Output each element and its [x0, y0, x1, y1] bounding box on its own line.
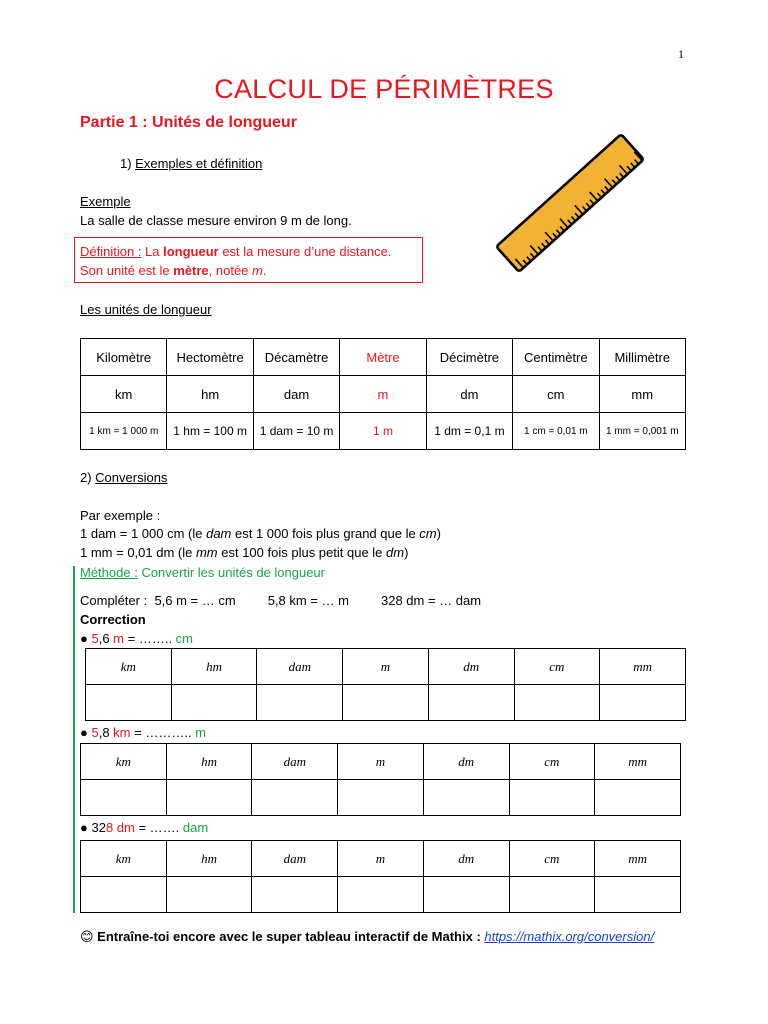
example2-text: 1 mm = 0,01 dm (le	[80, 545, 196, 560]
conversion-empty-cell[interactable]	[600, 685, 686, 721]
units-symbols-row	[81, 376, 686, 413]
bullet-red: 5	[91, 631, 99, 646]
method-label: Méthode :	[80, 565, 138, 580]
unit-symbol-cell: hm	[167, 376, 253, 413]
conversion-empty-cell[interactable]	[86, 685, 172, 721]
unit-symbol-cell: cm	[513, 376, 599, 413]
definition-text: .	[262, 263, 267, 278]
bullet-red: km	[113, 725, 131, 740]
footer-line	[80, 929, 654, 945]
unit-symbol-cell: dam	[253, 376, 339, 413]
definition-text: est la mesure d’une distance.	[218, 244, 392, 259]
conversion-header-cell: dam	[252, 744, 338, 780]
conversion-empty-cell[interactable]	[509, 780, 595, 816]
conversion-empty-cell[interactable]	[171, 685, 257, 721]
example2-unit: cm	[419, 526, 437, 541]
conversion-empty-cell[interactable]	[343, 685, 429, 721]
conversion-empty-cell[interactable]	[166, 780, 252, 816]
method-heading	[80, 565, 325, 580]
conversion-empty-row	[86, 685, 686, 721]
conversion-empty-cell[interactable]	[338, 877, 424, 913]
unit-conversion-cell: 1 mm = 0,001 m	[599, 413, 685, 450]
bullet-green: m	[195, 725, 207, 740]
conversion-header-cell: dm	[423, 744, 509, 780]
example2-text: )	[404, 545, 409, 560]
example-text: La salle de classe mesure environ 9 m de long.	[80, 213, 352, 228]
bullet-3	[80, 820, 208, 835]
definition-label: Définition :	[80, 244, 142, 259]
bullet-red: 5	[91, 725, 99, 740]
definition-keyword: longueur	[163, 244, 219, 259]
conversion-header-cell: mm	[600, 649, 686, 685]
unit-conversion-cell: 1 dam = 10 m	[253, 413, 339, 450]
bullet-text: ,6	[98, 631, 114, 646]
example2-line-2	[80, 545, 408, 560]
conversion-empty-cell[interactable]	[81, 780, 167, 816]
conversion-header-cell: cm	[514, 649, 600, 685]
bullet-text: 32	[91, 820, 106, 835]
bullet-text: ,8	[98, 725, 114, 740]
bullet-text: = ……..	[124, 631, 176, 646]
bullet-green: cm	[175, 631, 194, 646]
conversion-header-row	[86, 649, 686, 685]
section-1-heading	[120, 156, 262, 171]
example2-heading: Par exemple :	[80, 508, 161, 523]
conversion-empty-cell[interactable]	[595, 780, 681, 816]
example2-unit: dm	[386, 545, 405, 560]
units-heading: Les unités de longueur	[80, 302, 212, 317]
conversion-header-row	[81, 841, 681, 877]
conversion-empty-cell[interactable]	[166, 877, 252, 913]
section-label: Conversions	[95, 470, 168, 485]
bullet-dot: ●	[80, 725, 92, 740]
conversion-empty-cell[interactable]	[595, 877, 681, 913]
section-number: 2)	[80, 470, 96, 485]
unit-conversion-cell: 1 cm = 0,01 m	[513, 413, 599, 450]
unit-conversion-cell: 1 hm = 100 m	[167, 413, 253, 450]
smiley-icon: 😊	[80, 929, 94, 944]
conversion-table-3	[80, 840, 681, 913]
exercise-item: 328 dm = … dam	[381, 593, 482, 608]
units-table	[80, 338, 686, 450]
conversion-table-1	[85, 648, 686, 721]
mathix-link[interactable]: https://mathix.org/conversion/	[484, 929, 655, 944]
example2-text: )	[436, 526, 441, 541]
conversion-header-cell: dam	[252, 841, 338, 877]
definition-keyword: mètre	[173, 263, 209, 278]
bullet-1	[80, 631, 193, 646]
unit-conversion-cell: 1 dm = 0,1 m	[426, 413, 512, 450]
conversion-header-cell: hm	[166, 744, 252, 780]
section-label: Exemples et définition	[135, 156, 263, 171]
part-heading: Partie 1 : Unités de longueur	[80, 114, 297, 131]
footer-text: Entraîne-toi encore avec le super tableau interactif de Mathix :	[93, 929, 485, 944]
conversion-empty-cell[interactable]	[257, 685, 343, 721]
example2-unit: mm	[195, 545, 218, 560]
conversion-header-cell: dm	[423, 841, 509, 877]
conversion-empty-cell[interactable]	[81, 877, 167, 913]
bullet-dot: ●	[80, 631, 92, 646]
unit-symbol-cell: m	[340, 376, 426, 413]
conversion-header-cell: m	[343, 649, 429, 685]
bullet-2	[80, 725, 206, 740]
correction-heading: Correction	[80, 612, 146, 627]
conversion-header-cell: hm	[166, 841, 252, 877]
conversion-empty-cell[interactable]	[338, 780, 424, 816]
bullet-green: dam	[182, 820, 209, 835]
bullet-red: 8	[105, 820, 114, 835]
unit-name-cell: Millimètre	[599, 339, 685, 376]
example2-unit: dam	[206, 526, 232, 541]
conversion-header-cell: hm	[171, 649, 257, 685]
conversion-empty-row	[81, 877, 681, 913]
method-text: Convertir les unités de longueur	[137, 565, 325, 580]
conversion-empty-cell[interactable]	[428, 685, 514, 721]
bullet-red: dm	[116, 820, 135, 835]
section-2-heading	[80, 470, 167, 485]
conversion-header-cell: mm	[595, 744, 681, 780]
example2-text: 1 dam = 1 000 cm (le	[80, 526, 207, 541]
conversion-header-cell: cm	[509, 841, 595, 877]
conversion-table-2	[80, 743, 681, 816]
unit-symbol-cell: dm	[426, 376, 512, 413]
conversion-header-cell: km	[86, 649, 172, 685]
conversion-empty-cell[interactable]	[423, 877, 509, 913]
units-names-row	[81, 339, 686, 376]
page-number: 1	[678, 47, 684, 61]
definition-text: , notée	[208, 263, 253, 278]
bullet-red: m	[113, 631, 125, 646]
unit-symbol-cell: km	[81, 376, 167, 413]
page-title: CALCUL DE PÉRIMÈTRES	[214, 74, 554, 104]
example-heading: Exemple	[80, 194, 131, 209]
ruler-icon	[490, 118, 650, 288]
conversion-empty-cell[interactable]	[252, 877, 338, 913]
method-rule	[73, 566, 75, 913]
bullet-text: = ………..	[130, 725, 196, 740]
example2-text: est 100 fois plus petit que le	[217, 545, 387, 560]
exercise-item: 5,8 km = … m	[267, 593, 349, 608]
unit-name-cell: Hectomètre	[167, 339, 253, 376]
conversion-empty-cell[interactable]	[423, 780, 509, 816]
conversion-header-cell: m	[338, 744, 424, 780]
unit-symbol-cell: mm	[599, 376, 685, 413]
definition-text: Son unité est le	[80, 263, 174, 278]
unit-conversion-cell: 1 km = 1 000 m	[81, 413, 167, 450]
definition-text: La	[141, 244, 164, 259]
conversion-header-cell: m	[338, 841, 424, 877]
definition-symbol: m	[252, 263, 263, 278]
conversion-empty-cell[interactable]	[514, 685, 600, 721]
exercise-line	[80, 593, 481, 608]
unit-name-cell: Kilomètre	[81, 339, 167, 376]
conversion-header-cell: km	[81, 744, 167, 780]
conversion-empty-cell[interactable]	[509, 877, 595, 913]
unit-name-cell: Centimètre	[513, 339, 599, 376]
definition-box	[74, 237, 423, 283]
conversion-header-cell: mm	[595, 841, 681, 877]
conversion-header-cell: dm	[428, 649, 514, 685]
conversion-header-cell: dam	[257, 649, 343, 685]
conversion-header-cell: km	[81, 841, 167, 877]
unit-name-cell: Décimètre	[426, 339, 512, 376]
example2-line-1	[80, 526, 441, 541]
unit-name-cell: Mètre	[340, 339, 426, 376]
bullet-text: = …….	[134, 820, 183, 835]
conversion-empty-row	[81, 780, 681, 816]
units-conversions-row	[81, 413, 686, 450]
conversion-header-row	[81, 744, 681, 780]
bullet-dot: ●	[80, 820, 92, 835]
example2-text: est 1 000 fois plus grand que le	[231, 526, 420, 541]
unit-conversion-cell: 1 m	[340, 413, 426, 450]
conversion-header-cell: cm	[509, 744, 595, 780]
unit-name-cell: Décamètre	[253, 339, 339, 376]
section-number: 1)	[120, 156, 136, 171]
conversion-empty-cell[interactable]	[252, 780, 338, 816]
exercise-label: Compléter :	[80, 593, 148, 608]
exercise-item: 5,6 m = … cm	[154, 593, 236, 608]
